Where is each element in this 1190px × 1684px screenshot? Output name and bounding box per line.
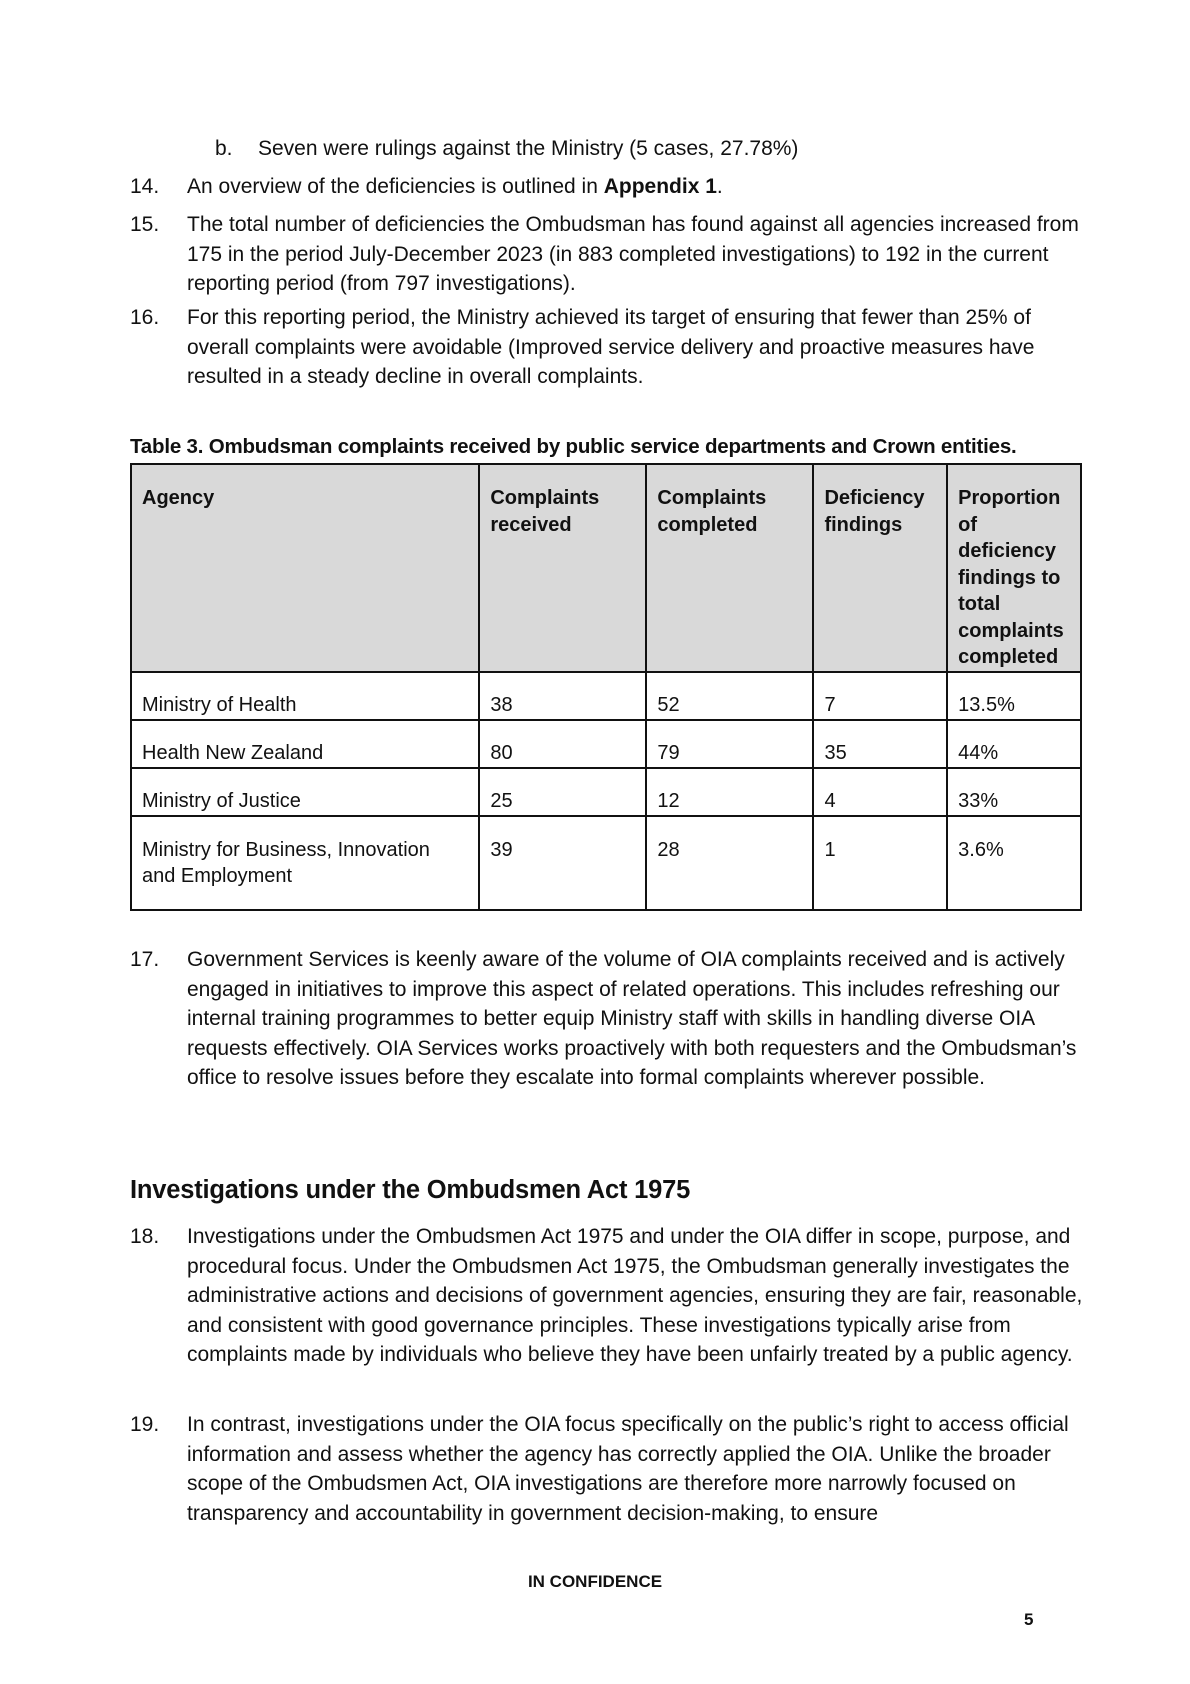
complaints-table: [130, 463, 1082, 911]
paragraph-text-before: An overview of the deficiencies is outlined in: [187, 175, 604, 198]
header-proportion: Proportion of deficiency findings to total complaints completed: [947, 464, 1081, 672]
paragraph-number: 14.: [130, 175, 160, 198]
cell-proportion: 44%: [947, 720, 1081, 768]
table-row: [131, 720, 1081, 768]
cell-complaints-completed: 28: [646, 816, 813, 910]
paragraph-text: For this reporting period, the Ministry achieved its target of ensuring that fewer than 25% of overall complaints were avoidable (Improved service delivery and proactive measures have resulted in a steady decline in overall complaints.: [187, 306, 1035, 388]
paragraph-text: Government Services is keenly aware of the volume of OIA complaints received and is actively engaged in initiatives to improve this aspect of related operations. This includes refreshing our internal training programmes to better equip Ministry staff with skills in handling diverse OIA requests effectively. OIA Services works proactively with both requesters and the Ombudsman’s office to resolve issues before they escalate into formal complaints wherever possible.: [187, 948, 1077, 1089]
page-number: 5: [1024, 1610, 1034, 1629]
paragraph-17: [130, 945, 1090, 1093]
cell-deficiency-findings: 7: [813, 672, 947, 720]
cell-complaints-received: 25: [479, 768, 646, 816]
header-deficiency-findings: Deficiency findings: [813, 464, 947, 672]
paragraph-number: 17.: [130, 948, 160, 971]
paragraph-15: [130, 210, 1090, 299]
header-complaints-received: Complaints received: [479, 464, 646, 672]
cell-agency: Ministry for Business, Innovation and Employment: [131, 816, 479, 910]
cell-complaints-received: 80: [479, 720, 646, 768]
header-complaints-completed: Complaints completed: [646, 464, 813, 672]
header-agency: Agency: [131, 464, 479, 672]
cell-deficiency-findings: 1: [813, 816, 947, 910]
paragraph-number: 18.: [130, 1225, 160, 1248]
paragraph-14: [130, 172, 1090, 202]
list-item-text: Seven were rulings against the Ministry (5 cases, 27.78%): [258, 137, 799, 160]
paragraph-text: [187, 172, 1090, 202]
cell-complaints-completed: 12: [646, 768, 813, 816]
cell-proportion: 13.5%: [947, 672, 1081, 720]
list-marker: b.: [215, 137, 233, 160]
cell-agency: Ministry of Health: [131, 672, 479, 720]
table-row: [131, 768, 1081, 816]
cell-complaints-completed: 52: [646, 672, 813, 720]
paragraph-number: 16.: [130, 306, 160, 329]
cell-complaints-received: 39: [479, 816, 646, 910]
paragraph-text: The total number of deficiencies the Ombudsman has found against all agencies increased from 175 in the period July-December 2023 (in 883 completed investigations) to 192 in the current reporting period (from 797 investigations).: [187, 213, 1079, 295]
security-classification: IN CONFIDENCE: [527, 1572, 663, 1591]
appendix-reference: Appendix 1: [603, 175, 717, 198]
paragraph-text: Investigations under the Ombudsmen Act 1975 and under the OIA differ in scope, purpose, and procedural focus. Under the Ombudsmen Act 1975, the Ombudsman generally investigates the administrative actions and decisions of government agencies, ensuring they are fair, reasonable, and consistent with good governance principles. These investigations typically arise from complaints made by individuals who believe they have been unfairly treated by a public agency.: [187, 1225, 1083, 1366]
section-heading: Investigations under the Ombudsmen Act 1975: [130, 1176, 691, 1204]
cell-agency: Health New Zealand: [131, 720, 479, 768]
paragraph-19: [130, 1410, 1090, 1528]
cell-proportion: 3.6%: [947, 816, 1081, 910]
cell-proportion: 33%: [947, 768, 1081, 816]
list-item-b: [215, 134, 1075, 164]
table-row: [131, 816, 1081, 910]
cell-deficiency-findings: 4: [813, 768, 947, 816]
paragraph-16: [130, 303, 1090, 392]
cell-agency: Ministry of Justice: [131, 768, 479, 816]
paragraph-number: 19.: [130, 1413, 160, 1436]
paragraph-number: 15.: [130, 213, 160, 236]
paragraph-18: [130, 1222, 1090, 1370]
table-caption: Table 3. Ombudsman complaints received by public service departments and Crown entities.: [130, 435, 1017, 458]
cell-complaints-completed: 79: [646, 720, 813, 768]
cell-complaints-received: 38: [479, 672, 646, 720]
cell-deficiency-findings: 35: [813, 720, 947, 768]
paragraph-text: In contrast, investigations under the OIA focus specifically on the public’s right to access official information and assess whether the agency has correctly applied the OIA. Unlike the broader scope of the Ombudsmen Act, OIA investigations are therefore more narrowly focused on transparency and accountability in government decision-making, to ensure: [187, 1413, 1069, 1525]
paragraph-text-after: .: [716, 175, 723, 198]
table-header-row: [131, 464, 1081, 672]
table-row: [131, 672, 1081, 720]
